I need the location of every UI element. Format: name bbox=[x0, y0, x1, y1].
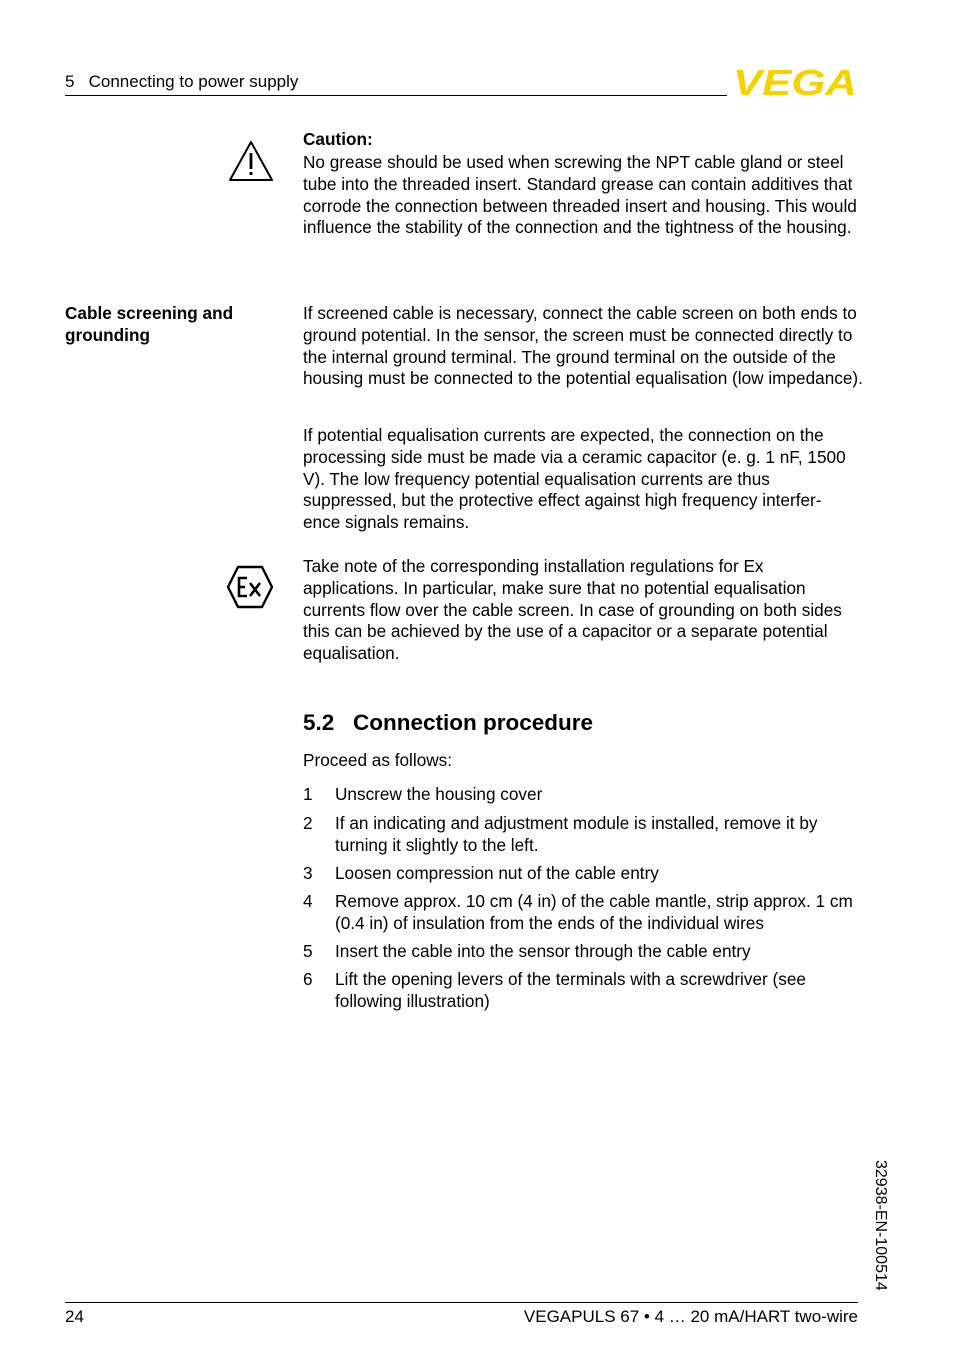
step-number: 5 bbox=[303, 941, 313, 961]
side-heading-cable-screening: Cable screening and grounding bbox=[65, 303, 234, 345]
step-text: Unscrew the housing cover bbox=[335, 784, 543, 804]
step-number: 6 bbox=[303, 969, 313, 989]
step-text: Loosen compression nut of the cable entry bbox=[335, 863, 659, 883]
step-text: Insert the cable into the sensor through the cable entry bbox=[335, 941, 751, 961]
footer-rule bbox=[65, 1302, 858, 1303]
step-text: If an indicating and adjustment module is installed, remove it by turning it slightly to the left. bbox=[335, 813, 818, 855]
section-intro: Proceed as follows: bbox=[303, 750, 453, 770]
ex-hexagon-icon bbox=[226, 565, 274, 609]
page-number: 24 bbox=[65, 1307, 84, 1326]
step-text: Lift the opening levers of the terminals with a screwdriver (see following illustration) bbox=[335, 969, 806, 1011]
logo-wordmark: VEGA bbox=[733, 66, 857, 98]
caution-text: No grease should be used when screwing the NPT cable gland or steel tube into the threaded insert. Standard grease can contain additives that corrode the connection between threaded insert and housing. This would influence the stability of the connection and the tightness of the housing. bbox=[303, 152, 857, 238]
screening-paragraph-1: If screened cable is necessary, connect the cable screen on both ends to ground potential. In the sensor, the screen must be connected directly to the internal ground terminal. The ground terminal on the outside of the housing must be connected to the potential equalisation (low impedance). bbox=[303, 303, 863, 389]
warning-triangle-icon bbox=[228, 140, 274, 182]
running-header: 5 Connecting to power supply bbox=[65, 72, 299, 91]
step-number: 2 bbox=[303, 813, 313, 833]
footer-product-title: VEGAPULS 67 • 4 … 20 mA/HART two-wire bbox=[523, 1307, 858, 1326]
vega-logo bbox=[733, 66, 858, 98]
step-number: 3 bbox=[303, 863, 313, 883]
header-rule bbox=[65, 95, 727, 96]
ex-note-text: Take note of the corresponding installation regulations for Ex applications. In particular, make sure that no potential equalisation currents flow over the cable screen. In case of grounding on both sides this can be achieved by the use of a capacitor or a separate potential equalisation. bbox=[303, 556, 842, 664]
step-number: 1 bbox=[303, 784, 313, 804]
section-heading: 5.2 Connection procedure bbox=[303, 710, 594, 735]
step-number: 4 bbox=[303, 891, 313, 911]
document-code: 32938-EN-100514 bbox=[872, 1160, 889, 1291]
screening-paragraph-2: If potential equalisation currents are expected, the connection on the processing side must be made via a ceramic capacitor (e. g. 1 nF, 1500 V). The low frequency potential equalisation currents are thus suppressed, but the protective effect against high frequency interfer- ence signals remains. bbox=[303, 425, 846, 533]
step-text: Remove approx. 10 cm (4 in) of the cable mantle, strip approx. 1 cm (0.4 in) of insulation from the ends of the individual wires bbox=[335, 891, 853, 933]
caution-title: Caution: bbox=[303, 129, 373, 149]
